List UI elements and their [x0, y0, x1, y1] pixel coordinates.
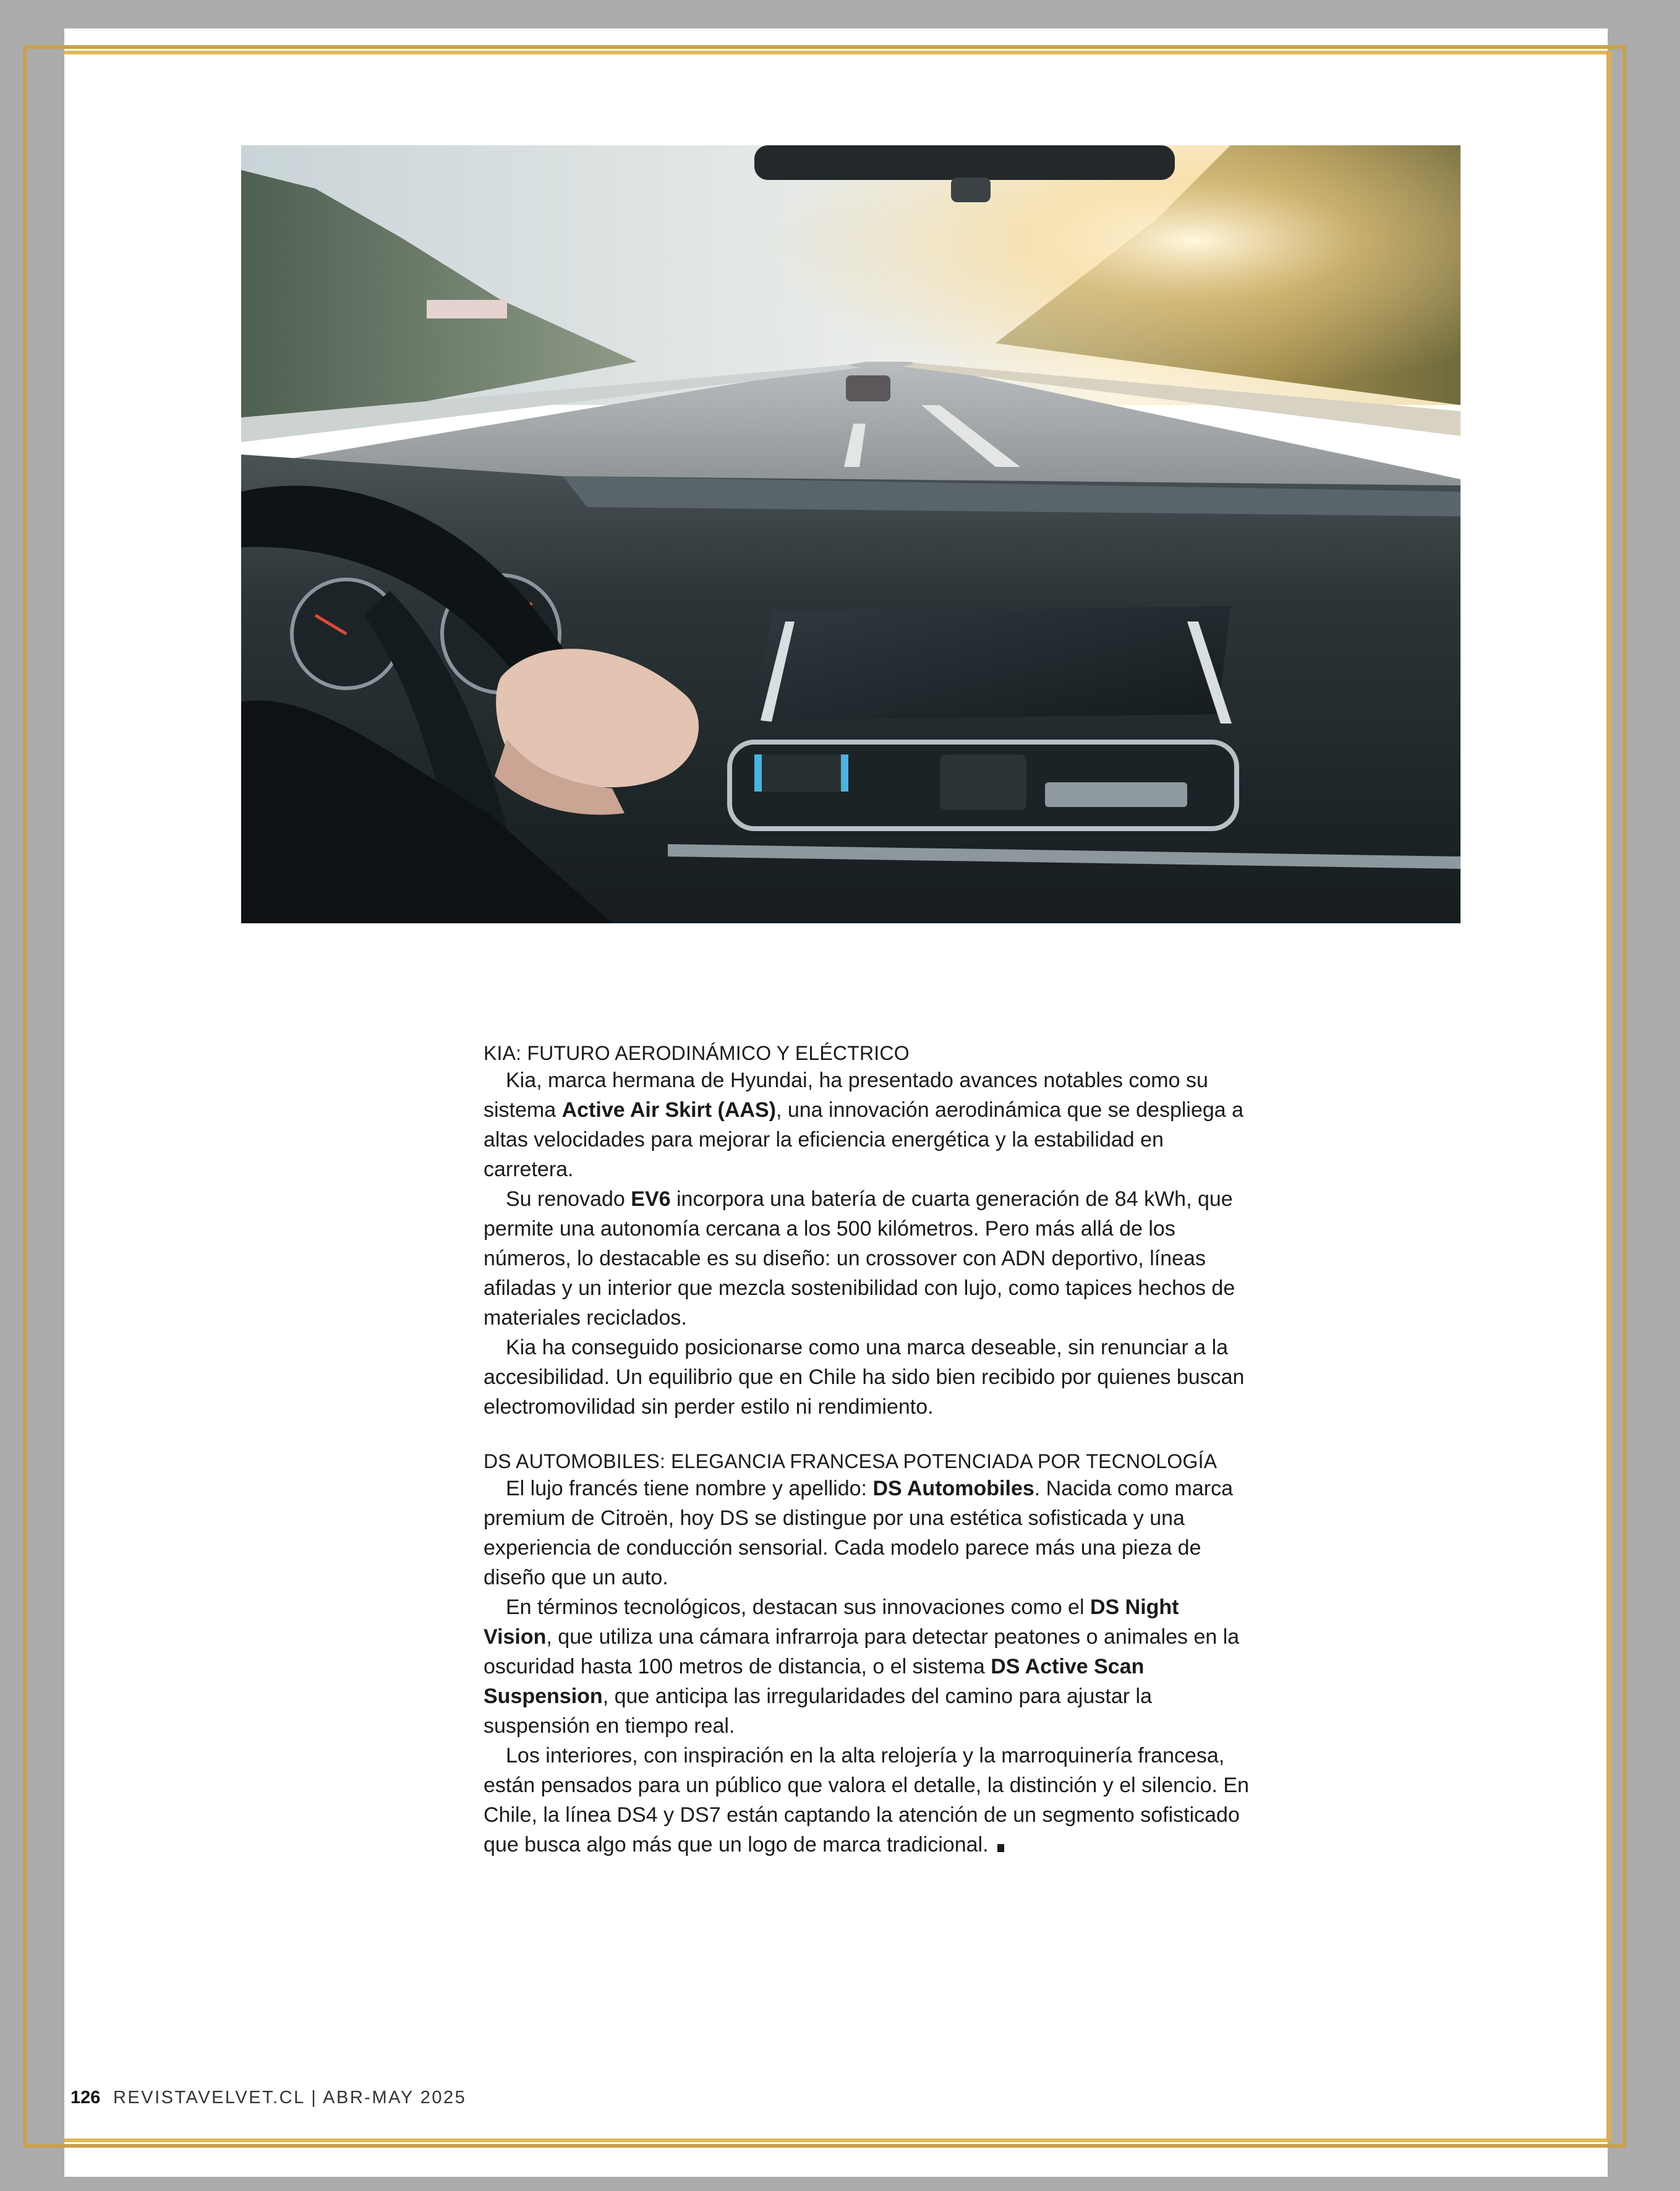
end-of-article-mark	[997, 1844, 1004, 1852]
paragraph: En términos tecnológicos, destacan sus innovaciones como el DS Night Vision, que utiliza una cámara infrarroja para detectar peatones o animales en la oscuridad hasta 100 metros de distancia, o el sistema DS Active Scan Suspension, que anticipa las irregularidades del camino para ajustar la suspensión en tiempo real.	[484, 1595, 1240, 1738]
gold-frame-right-edge	[1606, 51, 1612, 2142]
section-heading-ds: DS AUTOMOBILES: ELEGANCIA FRANCESA POTENCIADA POR TECNOLOGÍA	[484, 1450, 1217, 1472]
car-dashboard-road-photo	[241, 145, 1460, 923]
section-heading-kia: KIA: FUTURO AERODINÁMICO Y ELÉCTRICO	[484, 1042, 910, 1064]
page-number: 126	[70, 2088, 101, 2108]
page-footer	[70, 2088, 466, 2108]
paragraph: Los interiores, con inspiración en la alta relojería y la marroquinería francesa, están pensados para un público que valora el detalle, la distinción y el silencio. En Chile, la línea DS4 y DS7 están captando la atención de un segmento sofisticado que busca algo más que un logo de marca tradicional.	[484, 1744, 1250, 1856]
publication-info: REVISTAVELVET.CL | ABR-MAY 2025	[113, 2088, 467, 2108]
paragraph: Kia, marca hermana de Hyundai, ha presentado avances notables como su sistema Active Air Skirt (AAS), una innovación aerodinámica que se despliega a altas velocidades para mejorar la eficiencia energética y la estabilidad en carretera.	[484, 1069, 1244, 1181]
paragraph: Su renovado EV6 incorpora una batería de cuarta generación de 84 kWh, que permite una autonomía cercana a los 500 kilómetros. Pero más allá de los números, lo destacable es su diseño: un crossover con ADN deportivo, líneas afiladas y un interior que mezcla sostenibilidad con lujo, como tapices hechos de materiales reciclados.	[484, 1187, 1235, 1330]
paragraph: El lujo francés tiene nombre y apellido: DS Automobiles. Nacida como marca premium de Citroën, hoy DS se distingue por una estética sofisticada y una experiencia de conducción sensorial. Cada modelo parece más una pieza de diseño que un auto.	[484, 1477, 1233, 1589]
paragraph: Kia ha conseguido posicionarse como una marca deseable, sin renunciar a la accesibilidad. Un equilibrio que en Chile ha sido bien recibido por quienes buscan electromovilidad sin perder estilo ni rendimiento.	[484, 1336, 1245, 1419]
article-body	[484, 1041, 1250, 1860]
